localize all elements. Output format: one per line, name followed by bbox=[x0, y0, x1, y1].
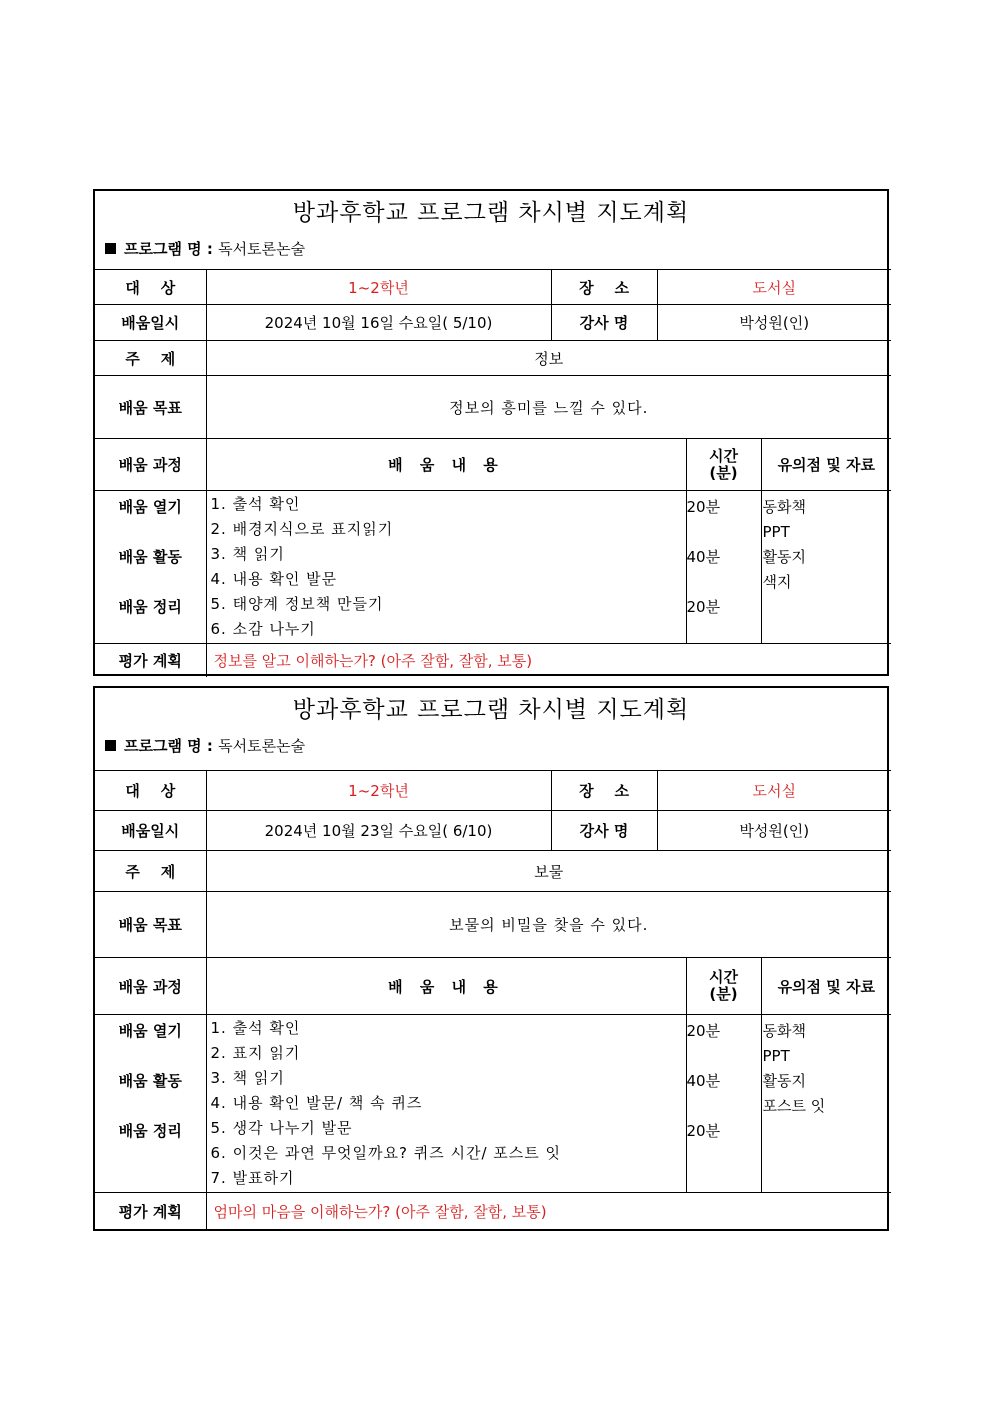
topic-value: 정보 bbox=[206, 341, 891, 376]
time-item: 20분 bbox=[686, 1022, 721, 1040]
phase-item: 배움 열기 bbox=[118, 1022, 182, 1040]
material-item: 활동지 bbox=[762, 548, 806, 566]
topic-label: 주 제 bbox=[95, 851, 206, 892]
teacher-label: 강사 명 bbox=[551, 811, 657, 851]
eval-label: 평가 계획 bbox=[95, 644, 206, 677]
step-item: 2. 배경지식으로 표지읽기 bbox=[210, 520, 394, 538]
program-name-line bbox=[95, 235, 887, 269]
date-value: 2024년 10월 16일 수요일( 5/10) bbox=[206, 305, 551, 341]
times-cell bbox=[686, 1015, 761, 1193]
date-value: 2024년 10월 23일 수요일( 6/10) bbox=[206, 811, 551, 851]
content-header: 배 움 내 용 bbox=[206, 958, 686, 1015]
eval-value: 엄마의 마음을 이해하는가? (아주 잘함, 잘함, 보통) bbox=[206, 1193, 891, 1231]
square-bullet-icon bbox=[105, 740, 116, 751]
step-item: 7. 발표하기 bbox=[210, 1169, 295, 1187]
step-item: 1. 출석 확인 bbox=[210, 495, 301, 513]
square-bullet-icon bbox=[105, 243, 116, 254]
date-label: 배움일시 bbox=[95, 811, 206, 851]
step-item: 6. 소감 나누기 bbox=[210, 620, 316, 638]
time-header-line2: (분) bbox=[709, 985, 738, 1003]
place-value: 도서실 bbox=[657, 270, 891, 305]
times-cell bbox=[686, 491, 761, 644]
teacher-value: 박성원(인) bbox=[657, 305, 891, 341]
plan-table bbox=[95, 770, 891, 1231]
material-item: 동화책 bbox=[762, 1022, 806, 1040]
lesson-plan-1 bbox=[93, 189, 889, 676]
process-header: 배움 과정 bbox=[95, 439, 206, 491]
material-item: PPT bbox=[762, 1047, 790, 1065]
step-item: 5. 태양계 정보책 만들기 bbox=[210, 595, 384, 613]
goal-label: 배움 목표 bbox=[95, 892, 206, 958]
material-item: 색지 bbox=[762, 573, 792, 591]
goal-label: 배움 목표 bbox=[95, 376, 206, 439]
time-item: 20분 bbox=[686, 598, 721, 616]
process-header: 배움 과정 bbox=[95, 958, 206, 1015]
teacher-value: 박성원(인) bbox=[657, 811, 891, 851]
teacher-label: 강사 명 bbox=[551, 305, 657, 341]
plan-title: 방과후학교 프로그램 차시별 지도계획 bbox=[292, 200, 690, 226]
program-label: 프로그램 명 : bbox=[124, 737, 219, 755]
phase-item: 배움 열기 bbox=[118, 498, 182, 516]
target-value: 1~2학년 bbox=[206, 771, 551, 811]
time-item: 20분 bbox=[686, 1122, 721, 1140]
topic-label: 주 제 bbox=[95, 341, 206, 376]
step-item: 6. 이것은 과연 무엇일까요? 퀴즈 시간/ 포스트 잇 bbox=[210, 1144, 562, 1162]
steps-cell bbox=[206, 1015, 686, 1193]
material-item: 동화책 bbox=[762, 498, 806, 516]
step-item: 2. 표지 읽기 bbox=[210, 1044, 301, 1062]
phase-cell bbox=[95, 1015, 206, 1193]
phase-item: 배움 활동 bbox=[118, 1072, 182, 1090]
eval-label: 평가 계획 bbox=[95, 1193, 206, 1231]
place-label: 장 소 bbox=[551, 771, 657, 811]
phase-item: 배움 정리 bbox=[118, 1122, 182, 1140]
time-header bbox=[686, 439, 761, 491]
eval-value: 정보를 알고 이해하는가? (아주 잘함, 잘함, 보통) bbox=[206, 644, 891, 677]
material-item: PPT bbox=[762, 523, 790, 541]
program-name-line bbox=[95, 732, 887, 770]
topic-value: 보물 bbox=[206, 851, 891, 892]
phase-cell bbox=[95, 491, 206, 644]
time-item: 20분 bbox=[686, 498, 721, 516]
time-header-line1: 시간 bbox=[709, 446, 738, 465]
program-label: 프로그램 명 : bbox=[124, 240, 219, 258]
content-header: 배 움 내 용 bbox=[206, 439, 686, 491]
notes-header: 유의점 및 자료 bbox=[761, 958, 891, 1015]
time-header-line2: (분) bbox=[709, 463, 738, 482]
step-item: 5. 생각 나누기 발문 bbox=[210, 1119, 353, 1137]
date-label: 배움일시 bbox=[95, 305, 206, 341]
target-value: 1~2학년 bbox=[206, 270, 551, 305]
materials-cell bbox=[761, 491, 891, 644]
step-item: 4. 내용 확인 발문/ 책 속 퀴즈 bbox=[210, 1094, 423, 1112]
phase-item: 배움 활동 bbox=[118, 548, 182, 566]
goal-value: 정보의 흥미를 느낄 수 있다. bbox=[206, 376, 891, 439]
steps-cell bbox=[206, 491, 686, 644]
material-item: 활동지 bbox=[762, 1072, 806, 1090]
materials-cell bbox=[761, 1015, 891, 1193]
plan-title: 방과후학교 프로그램 차시별 지도계획 bbox=[292, 697, 690, 723]
time-item: 40분 bbox=[686, 1072, 721, 1090]
step-item: 3. 책 읽기 bbox=[210, 1069, 285, 1087]
place-value: 도서실 bbox=[657, 771, 891, 811]
material-item: 포스트 잇 bbox=[762, 1097, 826, 1115]
phase-item: 배움 정리 bbox=[118, 598, 182, 616]
place-label: 장 소 bbox=[551, 270, 657, 305]
goal-value: 보물의 비밀을 찾을 수 있다. bbox=[206, 892, 891, 958]
plan-table bbox=[95, 269, 891, 677]
step-item: 1. 출석 확인 bbox=[210, 1019, 301, 1037]
target-label: 대 상 bbox=[95, 270, 206, 305]
lesson-plan-2 bbox=[93, 686, 889, 1231]
program-name: 독서토론논술 bbox=[218, 240, 306, 258]
program-name: 독서토론논술 bbox=[218, 737, 306, 755]
step-item: 3. 책 읽기 bbox=[210, 545, 285, 563]
time-header bbox=[686, 958, 761, 1015]
notes-header: 유의점 및 자료 bbox=[761, 439, 891, 491]
step-item: 4. 내용 확인 발문 bbox=[210, 570, 338, 588]
target-label: 대 상 bbox=[95, 771, 206, 811]
time-header-line1: 시간 bbox=[709, 968, 738, 986]
time-item: 40분 bbox=[686, 548, 721, 566]
